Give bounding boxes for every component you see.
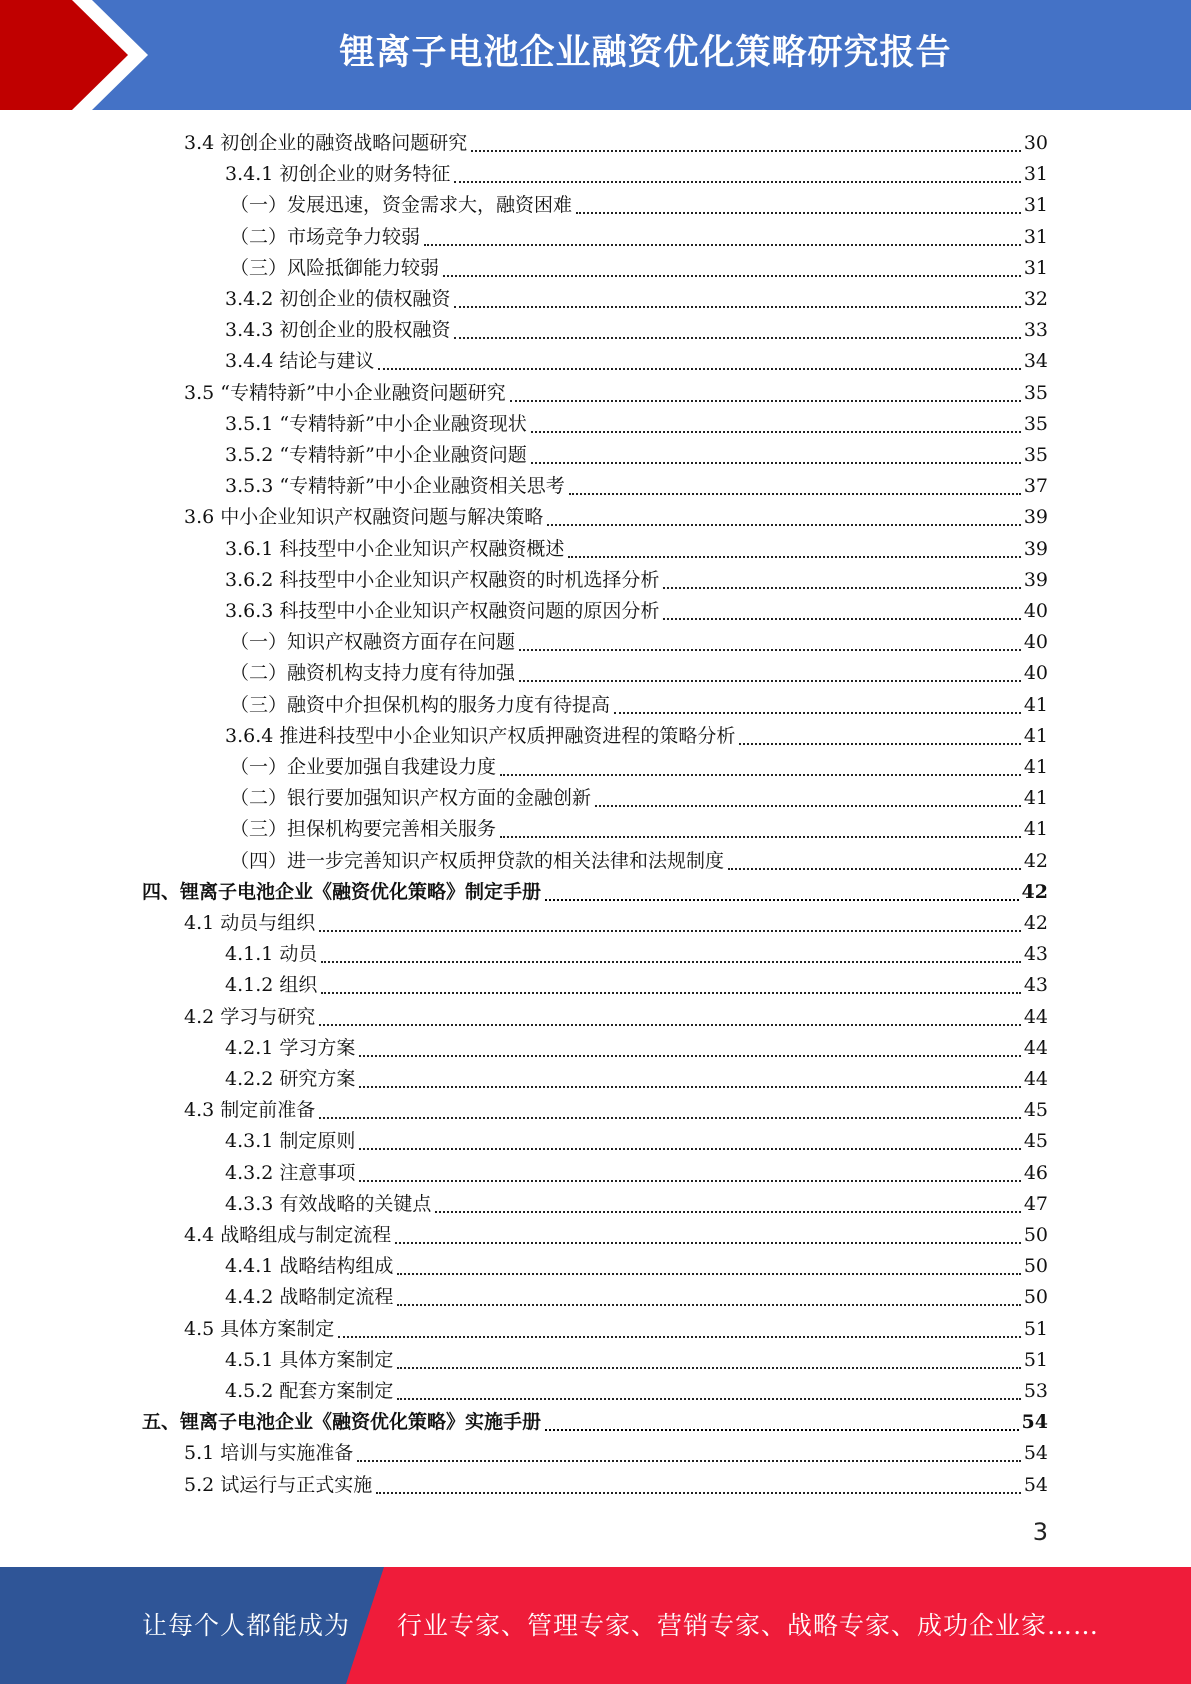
toc-entry-page: 45	[1023, 1099, 1048, 1122]
toc-entry-page: 31	[1023, 163, 1048, 186]
toc-dot-leader	[519, 649, 1021, 651]
toc-entry-page: 30	[1023, 132, 1048, 154]
toc-entry[interactable]	[184, 1438, 1048, 1469]
toc-entry-label: （三）担保机构要完善相关服务	[230, 818, 497, 841]
toc-entry[interactable]	[225, 440, 1048, 471]
toc-entry-page: 51	[1023, 1317, 1048, 1340]
toc-entry-label: 4.2.2 研究方案	[225, 1068, 356, 1090]
toc-dot-leader	[531, 462, 1021, 464]
toc-entry-label: 3.6.1 科技型中小企业知识产权融资概述	[225, 537, 565, 560]
toc-dot-leader	[435, 1211, 1020, 1213]
toc-entry-page: 41	[1023, 724, 1048, 747]
toc-entry-page: 45	[1023, 1130, 1048, 1153]
toc-entry-page: 54	[1023, 1473, 1048, 1496]
page-number: 3	[1032, 1518, 1048, 1546]
toc-entry-label: 4.1.1 动员	[225, 943, 318, 966]
toc-entry[interactable]	[184, 1314, 1048, 1345]
toc-entry[interactable]	[225, 1189, 1048, 1220]
toc-entry[interactable]	[225, 1158, 1048, 1189]
toc-entry[interactable]	[184, 502, 1048, 533]
toc-entry[interactable]	[184, 908, 1048, 939]
toc-entry[interactable]	[184, 1002, 1048, 1033]
toc-entry-label: 4.3.3 有效战略的关键点	[225, 1192, 432, 1215]
toc-entry-page: 50	[1023, 1224, 1048, 1246]
toc-entry-page: 41	[1023, 693, 1048, 716]
toc-entry-label: （二）银行要加强知识产权方面的金融创新	[230, 787, 592, 810]
toc-entry[interactable]	[225, 1282, 1048, 1313]
toc-entry-page: 41	[1023, 787, 1048, 810]
toc-dot-leader	[338, 1336, 1021, 1338]
toc-entry-label: （一）知识产权融资方面存在问题	[230, 631, 516, 654]
toc-entry[interactable]	[225, 315, 1048, 346]
toc-entry-page: 41	[1023, 818, 1048, 841]
toc-entry[interactable]	[225, 1126, 1048, 1157]
toc-entry[interactable]	[230, 253, 1048, 284]
toc-entry-page: 32	[1023, 288, 1048, 310]
toc-entry-label: 4.1.2 组织	[225, 974, 318, 997]
toc-entry-page: 50	[1023, 1255, 1048, 1278]
toc-entry-page: 42	[1023, 912, 1048, 934]
toc-dot-leader	[519, 680, 1021, 682]
toc-dot-leader	[357, 1460, 1021, 1462]
toc-entry-label: 3.4 初创企业的融资战略问题研究	[184, 132, 468, 154]
toc-entry-page: 54	[1023, 1442, 1048, 1465]
toc-entry-label: 4.2 学习与研究	[184, 1005, 316, 1028]
toc-dot-leader	[663, 618, 1020, 620]
toc-entry[interactable]	[225, 409, 1048, 440]
toc-dot-leader	[424, 244, 1021, 246]
toc-entry-label: 3.5 “专精特新”中小企业融资问题研究	[184, 381, 506, 404]
toc-dot-leader	[397, 1398, 1020, 1400]
toc-entry-label: （二）市场竞争力较弱	[230, 225, 421, 248]
toc-dot-leader	[319, 1024, 1021, 1026]
toc-entry-page: 50	[1023, 1286, 1048, 1309]
toc-entry-page: 39	[1023, 537, 1048, 560]
page-footer	[0, 1567, 1191, 1684]
toc-entry[interactable]	[225, 970, 1048, 1001]
toc-entry-page: 46	[1023, 1161, 1048, 1184]
toc-entry-label: 5.1 培训与实施准备	[184, 1442, 354, 1465]
page-header	[0, 0, 1191, 110]
toc-entry-page: 42	[1021, 880, 1048, 903]
toc-entry-label: 4.4.1 战略结构组成	[225, 1255, 394, 1278]
toc-entry[interactable]	[225, 284, 1048, 315]
toc-entry-label: 四、锂离子电池企业《融资优化策略》制定手册	[142, 880, 542, 903]
toc-entry[interactable]	[225, 1064, 1048, 1095]
toc-dot-leader	[547, 524, 1021, 526]
toc-dot-leader	[443, 275, 1021, 277]
toc-entry-label: 4.4.2 战略制定流程	[225, 1286, 394, 1309]
toc-dot-leader	[454, 181, 1020, 183]
footer-slogan: 让每个人都能成为	[142, 1611, 351, 1640]
toc-entry-label: 3.5.1 “专精特新”中小企业融资现状	[225, 412, 527, 435]
toc-entry-page: 44	[1023, 1068, 1048, 1090]
toc-entry-page: 41	[1023, 756, 1048, 778]
toc-dot-leader	[510, 400, 1021, 402]
toc-entry[interactable]	[225, 596, 1048, 627]
toc-entry-page: 31	[1023, 256, 1048, 279]
toc-entry[interactable]	[225, 1376, 1048, 1407]
toc-entry-page: 35	[1023, 444, 1048, 466]
toc-dot-leader	[359, 1148, 1020, 1150]
toc-entry[interactable]	[230, 752, 1048, 783]
toc-dot-leader	[569, 493, 1021, 495]
toc-dot-leader	[321, 961, 1020, 963]
toc-entry-page: 31	[1023, 225, 1048, 248]
toc-dot-leader	[614, 712, 1021, 714]
toc-entry-label: （四）进一步完善知识产权质押贷款的相关法律和法规制度	[230, 849, 725, 872]
toc-entry[interactable]	[225, 534, 1048, 565]
toc-entry-label: 3.4.2 初创企业的债权融资	[225, 288, 451, 310]
toc-dot-leader	[395, 1242, 1021, 1244]
toc-entry-label: （二）融资机构支持力度有待加强	[230, 662, 516, 685]
toc-dot-leader	[531, 431, 1021, 433]
toc-entry[interactable]	[225, 565, 1048, 596]
toc-entry-label: 4.5 具体方案制定	[184, 1317, 335, 1340]
toc-entry-page: 54	[1021, 1411, 1048, 1434]
toc-entry[interactable]	[230, 658, 1048, 689]
toc-entry-label: 五、锂离子电池企业《融资优化策略》实施手册	[142, 1411, 542, 1434]
toc-entry[interactable]	[184, 378, 1048, 409]
toc-entry-label: 3.5.2 “专精特新”中小企业融资问题	[225, 444, 527, 466]
toc-dot-leader	[545, 1429, 1019, 1431]
toc-entry-page: 35	[1023, 381, 1048, 404]
toc-entry-page: 43	[1023, 974, 1048, 997]
toc-dot-leader	[545, 899, 1019, 901]
toc-entry-label: 4.5.2 配套方案制定	[225, 1380, 394, 1402]
toc-entry-label: 3.4.4 结论与建议	[225, 350, 375, 373]
toc-entry[interactable]	[225, 939, 1048, 970]
toc-entry[interactable]	[225, 471, 1048, 502]
toc-entry[interactable]	[225, 1251, 1048, 1282]
toc-entry-page: 42	[1023, 849, 1048, 872]
toc-entry-page: 43	[1023, 943, 1048, 966]
toc-dot-leader	[595, 805, 1021, 807]
toc-entry-label: 4.3.1 制定原则	[225, 1130, 356, 1153]
toc-entry-label: （三）风险抵御能力较弱	[230, 256, 440, 279]
toc-dot-leader	[359, 1180, 1020, 1182]
toc-entry[interactable]	[142, 877, 1048, 908]
toc-entry-page: 37	[1023, 475, 1048, 498]
toc-entry[interactable]	[230, 814, 1048, 845]
toc-dot-leader	[397, 1273, 1020, 1275]
toc-entry-page: 35	[1023, 412, 1048, 435]
toc-entry-label: 4.3.2 注意事项	[225, 1161, 356, 1184]
toc-entry-label: 5.2 试运行与正式实施	[184, 1473, 373, 1496]
toc-entry-label: 3.6.3 科技型中小企业知识产权融资问题的原因分析	[225, 600, 660, 622]
toc-entry-label: 3.4.1 初创企业的财务特征	[225, 163, 451, 186]
toc-entry-page: 51	[1023, 1348, 1048, 1371]
toc-entry-label: （一）发展迅速，资金需求大，融资困难	[230, 194, 573, 217]
toc-entry[interactable]	[230, 846, 1048, 877]
toc-entry[interactable]	[225, 159, 1048, 190]
toc-entry[interactable]	[184, 1470, 1048, 1501]
toc-dot-leader	[321, 992, 1020, 994]
toc-entry-label: 4.5.1 具体方案制定	[225, 1348, 394, 1371]
toc-dot-leader	[500, 774, 1021, 776]
toc-entry-label: 3.5.3 “专精特新”中小企业融资相关思考	[225, 475, 565, 498]
toc-dot-leader	[319, 1117, 1021, 1119]
toc-entry-page: 40	[1023, 600, 1048, 622]
toc-entry[interactable]	[184, 1095, 1048, 1126]
toc-dot-leader	[471, 150, 1021, 152]
toc-entry[interactable]	[225, 346, 1048, 377]
toc-dot-leader	[454, 337, 1020, 339]
toc-entry-label: 3.6 中小企业知识产权融资问题与解决策略	[184, 506, 544, 529]
toc-entry[interactable]	[230, 190, 1048, 221]
toc-entry-page: 39	[1023, 506, 1048, 529]
toc-entry-label: 4.4 战略组成与制定流程	[184, 1224, 392, 1246]
toc-dot-leader	[397, 1304, 1020, 1306]
toc-dot-leader	[739, 743, 1020, 745]
toc-dot-leader	[359, 1086, 1020, 1088]
toc-entry-label: 3.6.2 科技型中小企业知识产权融资的时机选择分析	[225, 568, 660, 591]
toc-entry-label: 3.4.3 初创企业的股权融资	[225, 319, 451, 342]
toc-entry-label: 4.1 动员与组织	[184, 912, 316, 934]
document-title: 锂离子电池企业融资优化策略研究报告	[339, 33, 952, 73]
toc-entry-label: 3.6.4 推进科技型中小企业知识产权质押融资进程的策略分析	[225, 724, 736, 747]
toc-entry-label: （三）融资中介担保机构的服务力度有待提高	[230, 693, 611, 716]
toc-entry-page: 39	[1023, 568, 1048, 591]
toc-entry-page: 53	[1023, 1380, 1048, 1402]
toc-entry-page: 40	[1023, 662, 1048, 685]
toc-dot-leader	[359, 1055, 1020, 1057]
toc-entry-page: 31	[1023, 194, 1048, 217]
toc-entry-label: 4.2.1 学习方案	[225, 1036, 356, 1059]
toc-entry-page: 44	[1023, 1036, 1048, 1059]
footer-tagline: 行业专家、管理专家、营销专家、战略专家、成功企业家……	[397, 1611, 1100, 1640]
toc-entry-page: 44	[1023, 1005, 1048, 1028]
toc-dot-leader	[568, 556, 1020, 558]
toc-entry[interactable]	[184, 128, 1048, 159]
toc-dot-leader	[397, 1367, 1020, 1369]
toc-dot-leader	[663, 587, 1020, 589]
toc-entry-page: 34	[1023, 350, 1048, 373]
toc-entry[interactable]	[230, 690, 1048, 721]
toc-entry[interactable]	[142, 1407, 1048, 1438]
toc-entry-page: 33	[1023, 319, 1048, 342]
toc-entry[interactable]	[230, 627, 1048, 658]
toc-entry-label: （一）企业要加强自我建设力度	[230, 756, 497, 778]
toc-entry[interactable]	[225, 1033, 1048, 1064]
toc-entry[interactable]	[184, 1220, 1048, 1251]
toc-entry-page: 40	[1023, 631, 1048, 654]
toc-entry[interactable]	[230, 222, 1048, 253]
toc-dot-leader	[576, 212, 1021, 214]
toc-dot-leader	[378, 368, 1020, 370]
toc-entry-label: 4.3 制定前准备	[184, 1099, 316, 1122]
toc-dot-leader	[454, 306, 1020, 308]
toc-entry[interactable]	[225, 1345, 1048, 1376]
toc-dot-leader	[728, 868, 1021, 870]
toc-dot-leader	[319, 930, 1021, 932]
toc-entry[interactable]	[230, 783, 1048, 814]
toc-entry[interactable]	[225, 721, 1048, 752]
toc-dot-leader	[376, 1492, 1021, 1494]
toc-dot-leader	[500, 836, 1021, 838]
toc-entry-page: 47	[1023, 1192, 1048, 1215]
